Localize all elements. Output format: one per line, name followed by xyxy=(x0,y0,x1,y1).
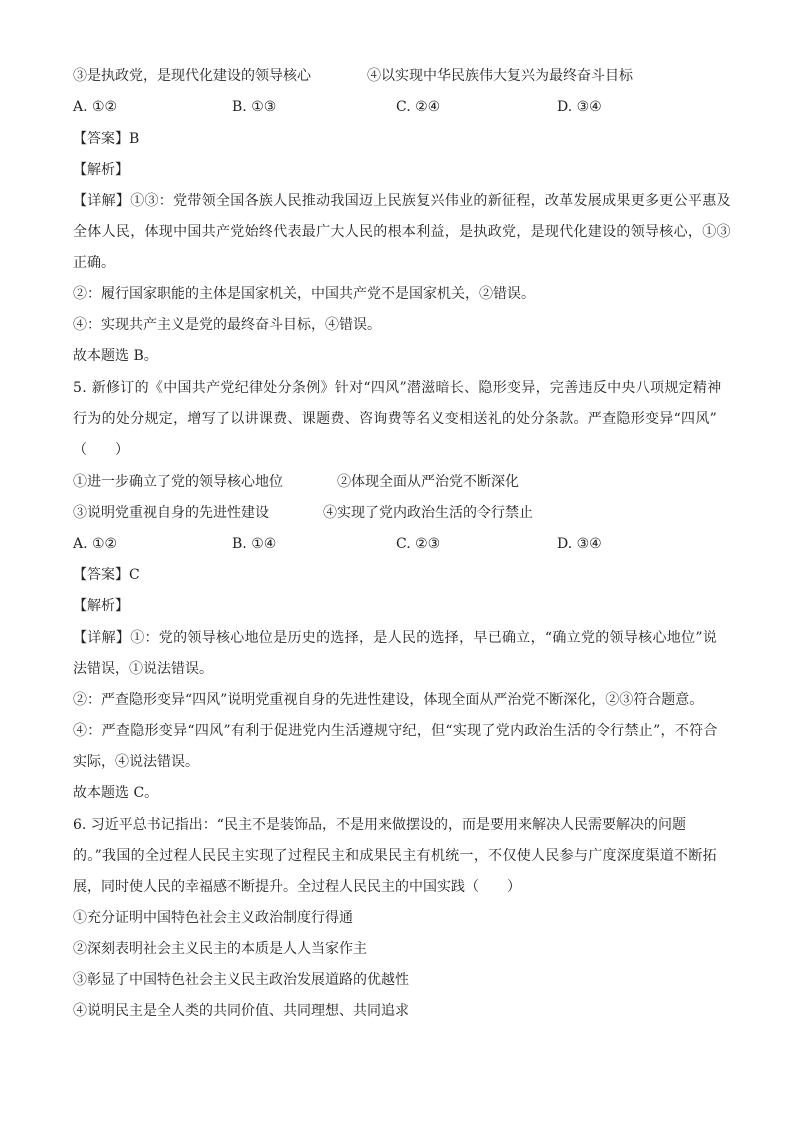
q5-option-c: C. ②③ xyxy=(396,536,441,552)
q5-stem-line: 5. 新修订的《中国共产党纪律处分条例》针对“四风”潜滋暗长、隐形变异，完善违反中央八项规定精神 xyxy=(73,380,722,396)
q6-item: ④说明民主是全人类的共同价值、共同理想、共同追求 xyxy=(73,1003,409,1019)
q4-option-a: A. ①② xyxy=(73,99,118,115)
q5-item-1: ①进一步确立了党的领导核心地位 xyxy=(73,474,283,490)
q4-detail-line: 【详解】①③：党带领全国各族人民推动我国迈上民族复兴伟业的新征程，改革发展成果更多更公平惠及 xyxy=(73,193,731,209)
q6-item: ②深刻表明社会主义民主的本质是人人当家作主 xyxy=(73,941,367,957)
q5-answer: 【答案】C xyxy=(73,567,140,583)
q4-option-d: D. ③④ xyxy=(557,99,602,115)
q4-conclusion: 故本题选 B。 xyxy=(73,348,158,364)
q5-detail-line: 实际，④说法错误。 xyxy=(73,754,199,770)
q6-item: ①充分证明中国特色社会主义政治制度行得通 xyxy=(73,910,353,926)
q4-option-c: C. ②④ xyxy=(396,99,441,115)
q5-stem-line: 行为的处分规定，增写了以讲课费、课题费、咨询费等名义变相送礼的处分条款。严查隐形变异“四风” xyxy=(73,411,718,427)
q4-analysis-heading: 【解析】 xyxy=(73,162,129,178)
q6-stem-line: 展，同时使人民的幸福感不断提升。全过程人民民主的中国实践（ ） xyxy=(73,879,521,895)
q5-option-a: A. ①② xyxy=(73,536,118,552)
q6-stem-line: 6. 习近平总书记指出：“民主不是装饰品，不是用来做摆设的，而是要用来解决人民需要解决的问题 xyxy=(73,817,686,833)
q5-item-3: ③说明党重视自身的先进性建设 xyxy=(73,505,269,521)
q5-detail-line: 【详解】①：党的领导核心地位是历史的选择，是人民的选择，早已确立，“确立党的领导核心地位”说 xyxy=(73,630,718,646)
q6-stem-line: 的。”我国的全过程人民民主实现了过程民主和成果民主有机统一，不仅使人民参与广度深度渠道不断拓 xyxy=(73,848,717,864)
q4-item-4: ④以实现中华民族伟大复兴为最终奋斗目标 xyxy=(367,68,633,84)
q4-detail-line: 正确。 xyxy=(73,255,115,271)
q5-item-2: ②体现全面从严治党不断深化 xyxy=(337,474,519,490)
q6-item: ③彰显了中国特色社会主义民主政治发展道路的优越性 xyxy=(73,972,409,988)
q4-detail-line: ④：实现共产主义是党的最终奋斗目标，④错误。 xyxy=(73,317,381,333)
q4-answer: 【答案】B xyxy=(73,131,140,147)
q5-item-4: ④实现了党内政治生活的令行禁止 xyxy=(323,505,533,521)
q4-item-3: ③是执政党，是现代化建设的领导核心 xyxy=(73,68,311,84)
q4-detail-line: ②：履行国家职能的主体是国家机关，中国共产党不是国家机关，②错误。 xyxy=(73,286,535,302)
q4-detail-line: 全体人民，体现中国共产党始终代表最广大人民的根本利益，是执政党，是现代化建设的领导核心，①③ xyxy=(73,224,731,240)
q5-detail-line: ②：严查隐形变异“四风”说明党重视自身的先进性建设，体现全面从严治党不断深化，②③符合题意。 xyxy=(73,692,704,708)
q5-option-d: D. ③④ xyxy=(557,536,602,552)
q5-detail-line: ④：严查隐形变异“四风”有利于促进党内生活遵规守纪，但“实现了党内政治生活的令行禁止”，不符合 xyxy=(73,723,718,739)
q5-conclusion: 故本题选 C。 xyxy=(73,785,159,801)
q5-option-b: B. ①④ xyxy=(232,536,277,552)
q5-analysis-heading: 【解析】 xyxy=(73,598,129,614)
q5-stem-line: （ ） xyxy=(73,442,129,458)
q4-option-b: B. ①③ xyxy=(232,99,277,115)
q5-detail-line: 法错误，①说法错误。 xyxy=(73,661,213,677)
